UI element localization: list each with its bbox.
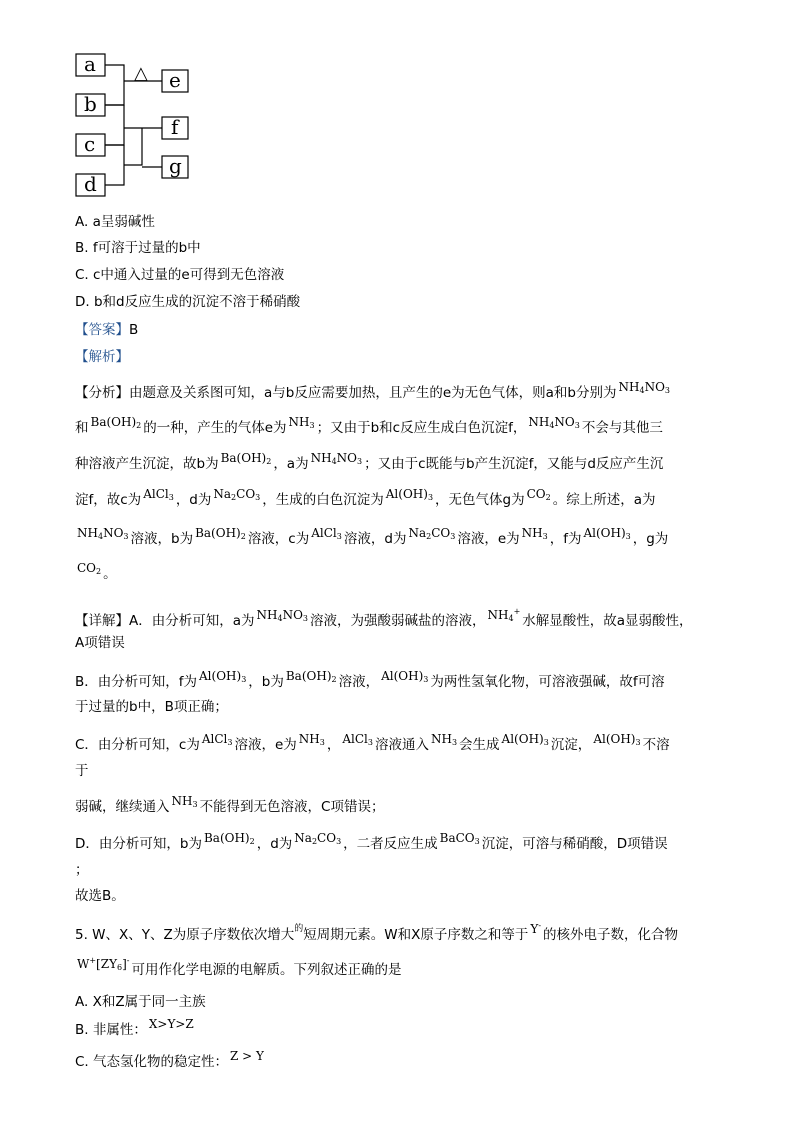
q5-option-a: A. X和Z属于同一主族: [75, 994, 206, 1010]
conclusion: 故选B。: [75, 888, 125, 904]
answer-line: [75, 320, 138, 340]
option-a: A. a呈弱碱性: [75, 214, 155, 230]
label-g: g: [169, 154, 182, 178]
option-c: C. c中通入过量的e可得到无色溶液: [75, 267, 285, 283]
connector-cd-g: [105, 128, 162, 185]
q5-option-b: B. 非属性： X>Y>Z: [75, 1017, 194, 1038]
fenxi-line-4: 淀f，故c为 AlCl$_3$ ，d为 $Na_2CO_3$ ，生成的白色沉淀为 $Al(OH)_3$ ，无色气体g为 $CO_2$ 。综上所述，a为: [75, 487, 656, 508]
q5-option-c: C. 气态氢化物的稳定性： Z > Y: [75, 1049, 264, 1070]
label-a: a: [84, 52, 96, 76]
xiangjie-b-line-1: B．由分析可知，f为 $Al(OH)_3$ ，b为 $Ba(OH)_2$ 溶液， $Al(OH)_3$ 为两性氢氧化物，可溶液强碱，故f可溶: [75, 669, 665, 690]
label-e: e: [169, 68, 181, 92]
connector-bc-f: [105, 105, 162, 145]
answer-value: B: [129, 322, 139, 338]
xiangjie-d-line-2: ；: [75, 862, 89, 878]
heat-triangle: △: [134, 63, 148, 84]
answer-tag: 【答案】: [75, 322, 129, 338]
option-d: D. b和d反应生成的沉淀不溶于稀硝酸: [75, 294, 301, 310]
label-b: b: [84, 92, 97, 116]
xiangjie-d-line-1: D．由分析可知，b为 $Ba(OH)_2$ ，d为 $Na_2CO_3$ ，二者反应生成 BaCO$_3$ 沉淀，可溶与稀硝酸，D项错误: [75, 831, 668, 852]
option-b: B. f可溶于过量的b中: [75, 240, 201, 256]
q5-line-1: 5. W、X、Y、Z为原子序数依次增大$^的$短周期元素。W和X原子序数之和等于 Y-的核外电子数，化合物: [75, 921, 679, 943]
xiangjie-c-line-2: 于: [75, 763, 89, 779]
q5-line-2: $W^+[ZY_6]^-$可用作化学电源的电解质。下列叙述正确的是: [77, 956, 402, 978]
analysis-tag: 【解析】: [75, 349, 129, 365]
label-d: d: [84, 172, 97, 196]
xiangjie-a-line-1: 【详解】A．由分析可知，a为 $NH_4NO_3$ 溶液，为强酸弱碱盐的溶液， $NH_4^+$水解显酸性，故a显弱酸性，: [75, 607, 693, 629]
fenxi-line-6: $CO_2$ 。: [77, 561, 117, 582]
fenxi-line-2: 和 $Ba(OH)_2$ 的一种，产生的气体e为 $NH_3$ ；又由于b和c反应生成白色沉淀f， $NH_4NO_3$ 不会与其他三: [75, 415, 663, 436]
fenxi-line-5: $NH_4NO_3$ 溶液，b为 $Ba(OH)_2$ 溶液，c为 AlCl$_3$ 溶液，d为 $Na_2CO_3$ 溶液，e为 $NH_3$ ，f为 $Al(OH)_3$ ，g为: [77, 526, 669, 547]
xiangjie-a-line-2: A项错误: [75, 635, 125, 651]
fenxi-line-3: 种溶液产生沉淀，故b为 $Ba(OH)_2$ ，a为 $NH_4NO_3$ ；又由于c既能与b产生沉淀f，又能与d反应产生沉: [75, 451, 664, 472]
fenxi-line-1: 【分析】由题意及关系图可知，a与b反应需要加热，且产生的e为无色气体，则a和b分别为 $NH_4NO_3$: [75, 380, 670, 401]
label-c: c: [84, 132, 96, 156]
xiangjie-b-line-2: 于过量的b中，B项正确；: [75, 699, 228, 715]
reaction-diagram: [70, 50, 200, 210]
xiangjie-c-line-1: C．由分析可知，c为 AlCl$_3$ 溶液，e为 $NH_3$ ， AlCl$_3$ 溶液通入 $NH_3$ 会生成 $Al(OH)_3$ 沉淀， $Al(OH)_3$ 不溶: [75, 732, 670, 753]
xiangjie-c-line-3: 弱碱，继续通入 $NH_3$ 不能得到无色溶液，C项错误；: [75, 794, 385, 815]
label-f: f: [171, 115, 179, 139]
